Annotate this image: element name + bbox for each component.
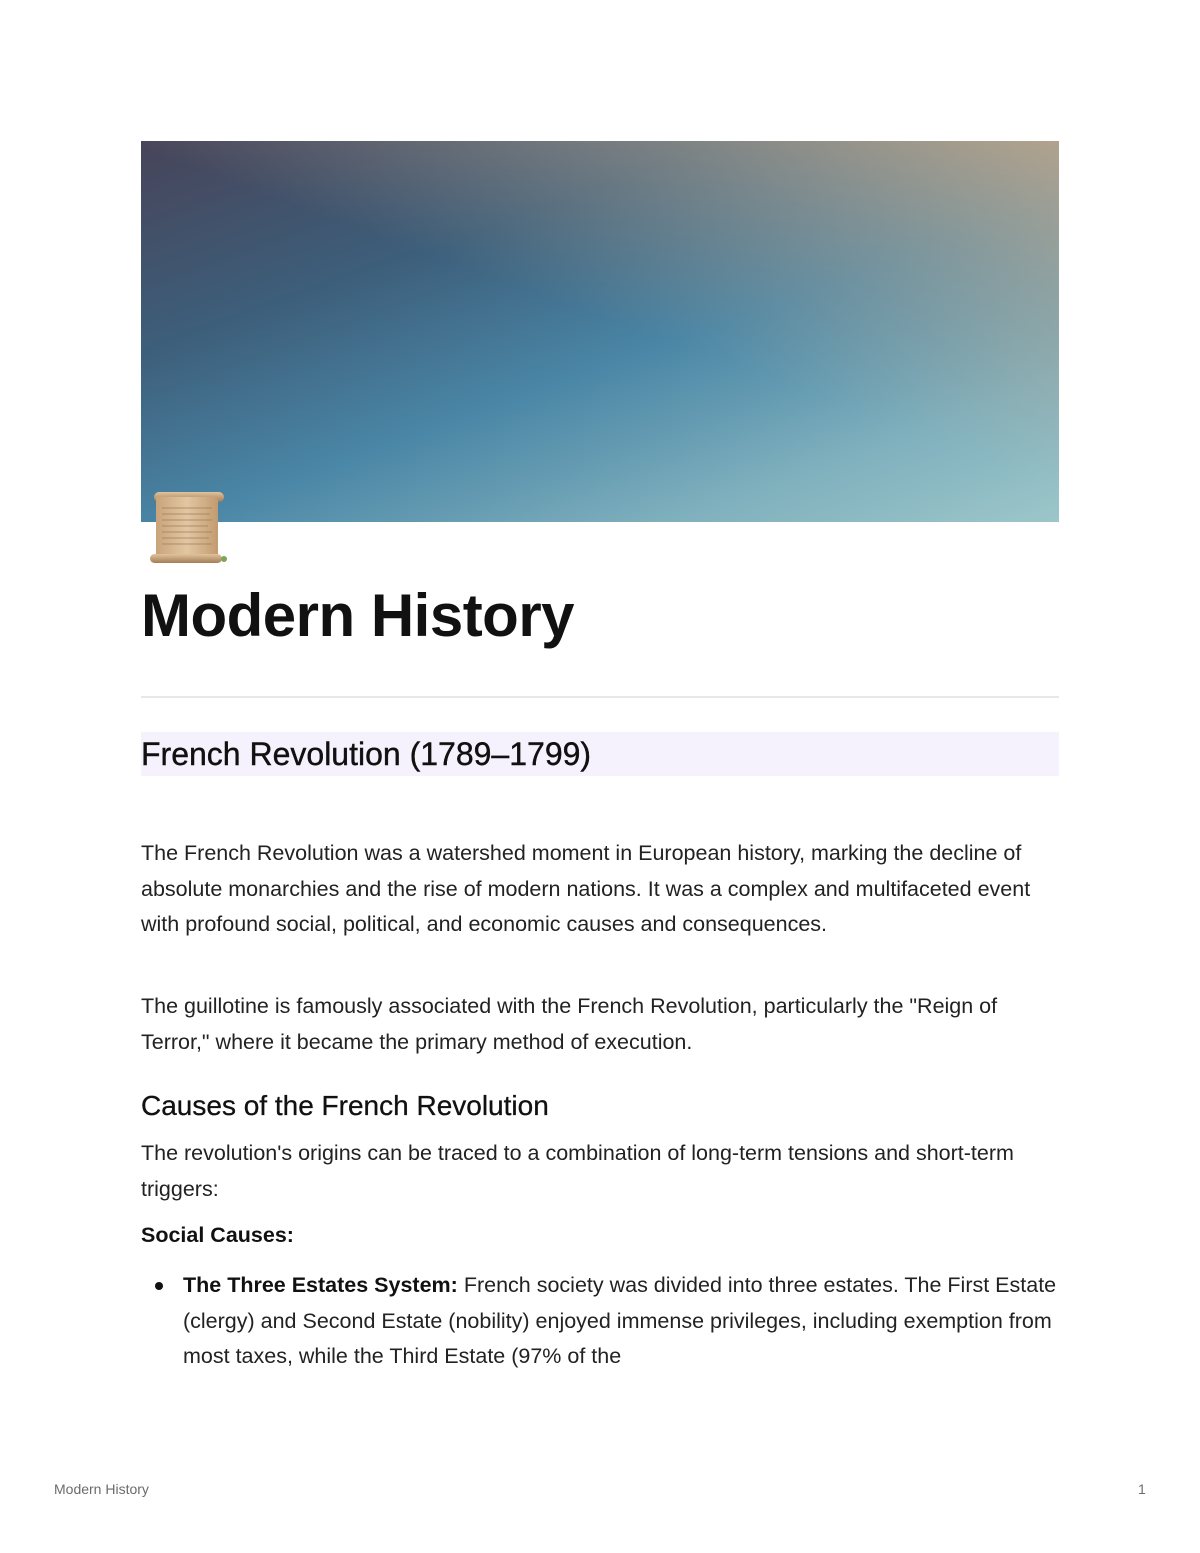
paragraph-intro: The French Revolution was a watershed moment in European history, marking the decline of absolute monarchies and the rise of modern nations. It was a complex and multifaceted event with profound social, political, and economic causes and consequences. <box>141 841 1031 936</box>
footer-page-number: 1 <box>1138 1481 1146 1497</box>
divider <box>141 696 1059 698</box>
section-heading: French Revolution (1789–1799) <box>141 736 592 772</box>
subsection-intro: The revolution's origins can be traced to a combination of long-term tensions and short-term triggers: <box>141 1141 1014 1201</box>
paragraph-guillotine: The guillotine is famously associated with the French Revolution, particularly the "Reign of Terror," where it became the primary method of execution. <box>141 994 998 1054</box>
list-item <box>141 1268 1059 1375</box>
page-title: Modern History <box>141 582 575 649</box>
bullet-icon <box>155 1282 163 1290</box>
scroll-icon <box>146 484 230 568</box>
footer-doc-name: Modern History <box>54 1481 149 1497</box>
cover-image <box>141 141 1059 522</box>
bullet-list <box>141 1268 1059 1375</box>
bullet-text: French society was divided into three estates. The First Estate (clergy) and Second Estate (nobility) enjoyed immense privileges, including exemption from most taxes, while the Third Estate (97% of the <box>183 1273 1057 1368</box>
group-label: Social Causes: <box>141 1223 294 1247</box>
subsection-heading: Causes of the French Revolution <box>141 1090 549 1121</box>
bullet-term: The Three Estates System: <box>183 1273 458 1297</box>
